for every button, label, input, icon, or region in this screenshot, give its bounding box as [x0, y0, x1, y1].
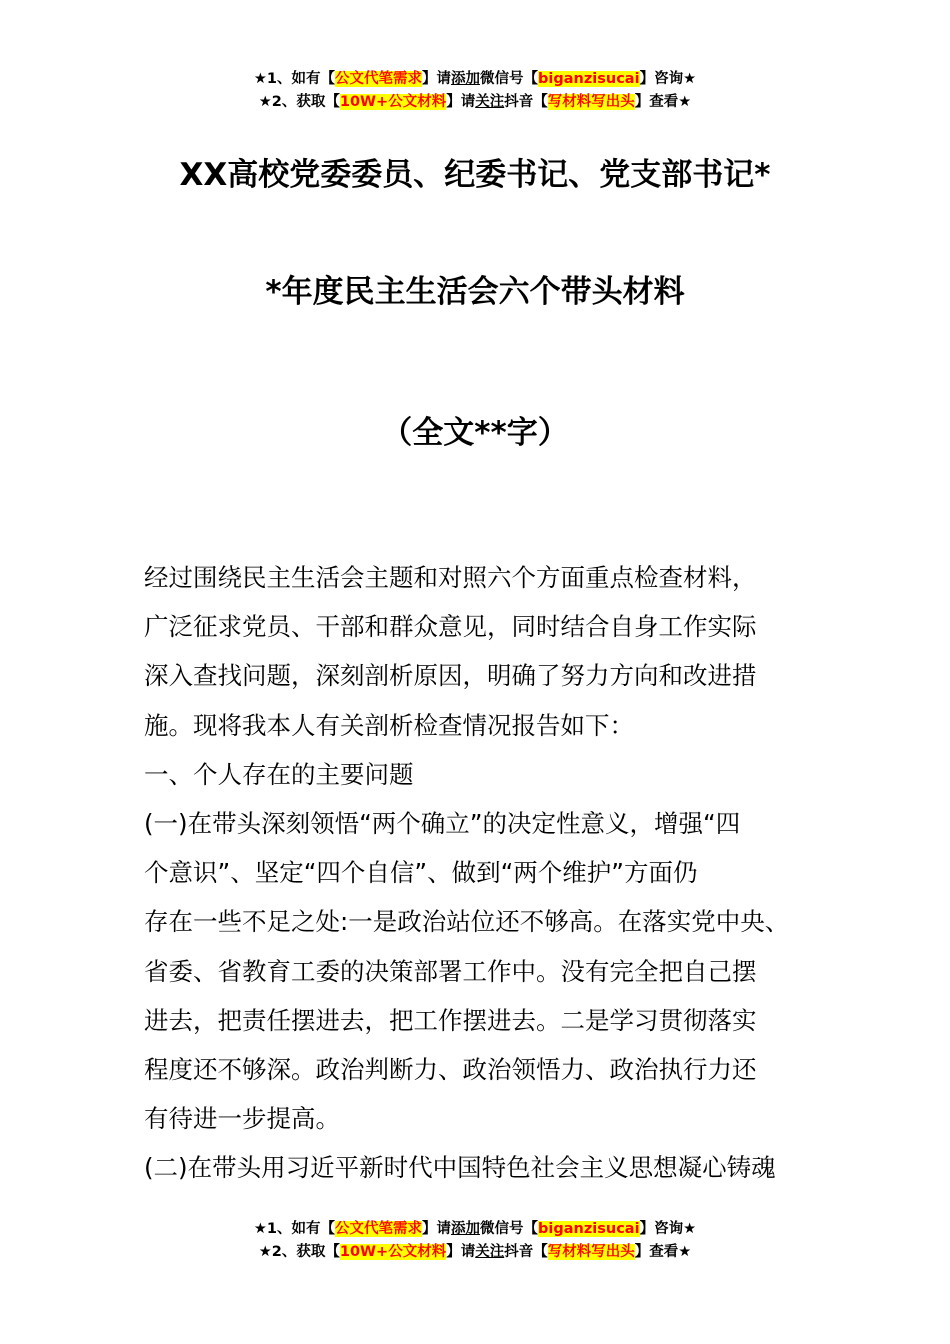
banner-line-1: [0, 68, 950, 91]
banner-text: 】咨询★: [639, 1221, 697, 1237]
banner-underlined: 关注: [475, 94, 505, 110]
banner-highlight: biganzisucai: [538, 1221, 640, 1237]
banner-highlight: 10W+公文材料: [339, 94, 447, 110]
body-line: 广泛征求党员、干部和群众意见，同时结合自身工作实际: [144, 612, 757, 642]
banner-text: ★1、如有【: [253, 71, 336, 87]
banner-line-2: [0, 1241, 950, 1264]
section-heading: 一、个人存在的主要问题: [144, 759, 414, 789]
body-line: 省委、省教育工委的决策部署工作中。没有完全把自己摆: [144, 956, 757, 986]
banner-text: 】咨询★: [639, 71, 697, 87]
body-line: 程度还不够深。政治判断力、政治领悟力、政治执行力还: [144, 1055, 757, 1085]
banner-highlight: 公文代笔需求: [335, 1221, 423, 1237]
body-line: (二)在带头用习近平新时代中国特色社会主义思想凝心铸魂: [144, 1153, 776, 1183]
banner-underlined: 添加: [451, 71, 481, 87]
banner-text: 微信号【: [480, 71, 539, 87]
body-line: 深入查找问题，深刻剖析原因，明确了努力方向和改进措: [144, 661, 757, 691]
banner-highlight: 10W+公文材料: [339, 1244, 447, 1260]
banner-text: 】查看★: [634, 1244, 692, 1260]
document-title-line-2: *年度民主生活会六个带头材料: [265, 274, 685, 310]
body-line: 经过围绕民主生活会主题和对照六个方面重点检查材料，: [144, 563, 757, 592]
body-line: (一)在带头深刻领悟“两个确立”的决定性意义，增强“四: [144, 809, 741, 839]
document-title-line-1: XX高校党委委员、纪委书记、党支部书记*: [179, 157, 771, 193]
banner-highlight: 写材料写出头: [547, 1244, 635, 1260]
banner-text: 】请: [446, 94, 476, 110]
banner-highlight: 公文代笔需求: [335, 71, 423, 87]
body-line: 存在一些不足之处:一是政治站位还不够高。在落实党中央、: [144, 907, 790, 937]
banner-text: ★2、获取【: [258, 1244, 340, 1260]
banner-text: ★2、获取【: [258, 94, 340, 110]
document-title-line-3: （全文**字）: [381, 415, 569, 451]
banner-text: ★1、如有【: [253, 1221, 336, 1237]
banner-text: 】请: [422, 71, 452, 87]
body-line: 施。现将我本人有关剖析检查情况报告如下：: [144, 710, 634, 740]
body-line: 进去，把责任摆进去，把工作摆进去。二是学习贯彻落实: [144, 1005, 757, 1035]
document-body: [144, 553, 824, 1193]
banner-highlight: biganzisucai: [538, 71, 640, 87]
banner-text: 微信号【: [480, 1221, 539, 1237]
footer-banner: [0, 1218, 950, 1264]
banner-text: 】请: [446, 1244, 476, 1260]
body-line: 有待进一步提高。: [144, 1104, 340, 1134]
banner-underlined: 关注: [475, 1244, 505, 1260]
banner-text: 抖音【: [504, 94, 548, 110]
banner-text: 】查看★: [634, 94, 692, 110]
banner-text: 】请: [422, 1221, 452, 1237]
banner-underlined: 添加: [451, 1221, 481, 1237]
banner-line-1: [0, 1218, 950, 1241]
header-banner: [0, 68, 950, 114]
banner-text: 抖音【: [504, 1244, 548, 1260]
banner-highlight: 写材料写出头: [547, 94, 635, 110]
body-line: 个意识”、坚定“四个自信”、做到“两个维护”方面仍: [144, 858, 698, 888]
banner-line-2: [0, 91, 950, 114]
